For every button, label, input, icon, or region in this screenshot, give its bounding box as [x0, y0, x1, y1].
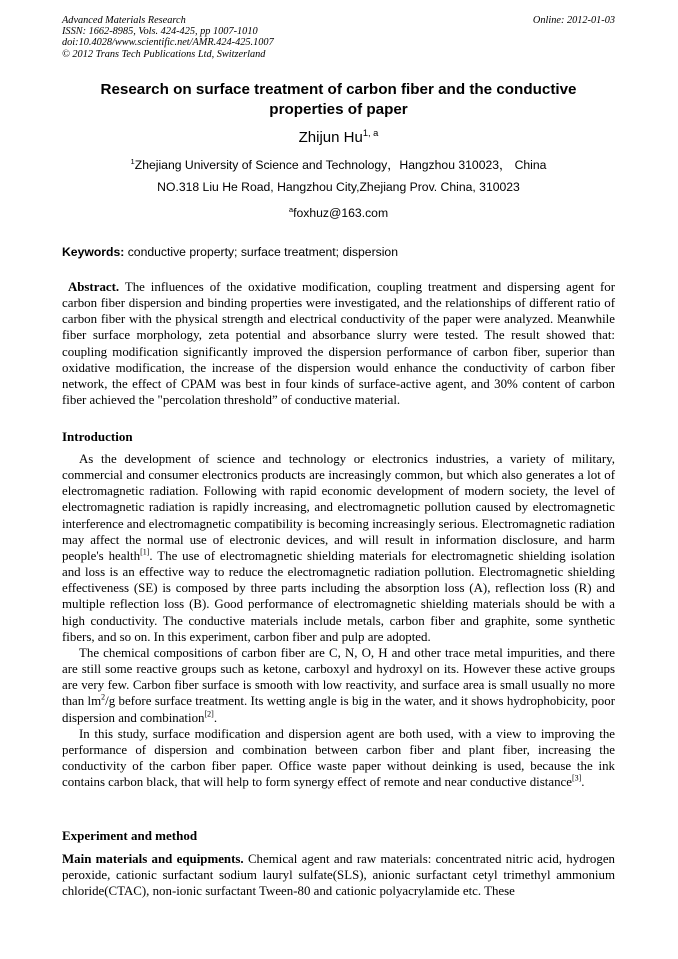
abstract-label: Abstract.: [67, 280, 120, 294]
title-line-2: properties of paper: [269, 101, 408, 118]
superscript-2: 2: [101, 693, 106, 703]
materials-paragraph: [62, 851, 615, 899]
email-line: [62, 206, 615, 221]
experiment-heading: Experiment and method: [62, 828, 198, 843]
intro-p2-text: The chemical compositions of carbon fiber are C, N, O, H and other trace metal impurities, and there are still some reactive groups such as ketone, carboxyl and hydroxyl on its. However these active groups are very few. Carbon fiber surface is smooth with low reactivity, and surface area is small usually no more than lm: [62, 645, 615, 709]
intro-p2-text-cont: /g before surface treatment. Its wetting angle is big in the water, and it shows hydrophobicity, poor dispersion and combination: [62, 694, 615, 725]
introduction-heading: Introduction: [62, 429, 133, 444]
intro-p1-text-cont: . The use of electromagnetic shielding materials for electromagnetic shielding isolation and loss is an effective way to reduce the electromagnetic radiation pollution. Electromagnetic shielding effectiveness (SE) is composed by three parts including the absorption loss (A), reflection loss (R) and multiple reflection loss (B). Good performance of electromagnetic shielding materials should be with a high conductivity. The conductive materials include metals, carbon fiber and graphite, some synthetic fibers, and so on. In this experiment, carbon fiber and pulp are adopted.: [62, 548, 615, 644]
materials-text: Chemical agent and raw materials: concentrated nitric acid, hydrogen peroxide, cationic surfactant sodium lauryl sulfate(SLS), anionic surfactant cetyl trimethyl ammonium chloride(CTAC), non-ionic surfactant Tween-80 and cationic polyacrylamide etc. These: [62, 852, 615, 899]
journal-header: [62, 15, 274, 60]
intro-p3-end: .: [581, 775, 585, 790]
abstract: [62, 279, 615, 408]
keywords: [62, 244, 615, 260]
intro-paragraph-1: [62, 451, 615, 645]
author-email: foxhuz@163.com: [293, 206, 389, 220]
intro-p2-end: .: [213, 710, 218, 725]
intro-p1-text: As the development of science and technology or electronics industries, a variety of military, commercial and consumer electronics products are increasingly common, but which also generates a lot of electromagnetic radiation. Following with rapid economic development of modern society, the level of electromagnetic radiation is rapidly increasing, and electromagnetic pollution caused by electromagnetic interference and electromagnetic compatibility is becoming increasingly serious. Electromagnetic radiation may affect the normal use of electronic devices, and will result in information disclosure, and harm people's health: [62, 452, 615, 563]
citation-2[interactable]: [2]: [204, 709, 214, 719]
author-marks: 1, a: [362, 128, 379, 138]
intro-p3-text: In this study, surface modification and dispersion agent are both used, with a view to improving the performance of dispersion and combination between carbon fiber and plant fiber, increasing the conductivity of the carbon fiber paper. Office waste paper without deinking is used, because the ink contains carbon black, that will help to form synergy effect of remote and near conductive distance: [62, 726, 615, 790]
keywords-text: conductive property; surface treatment; dispersion: [124, 245, 398, 259]
online-date: Online: 2012-01-03: [532, 15, 615, 26]
affiliation-institution: Zhejiang University of Science and Technology，Hangzhou 310023， China: [134, 158, 547, 172]
abstract-text: The influences of the oxidative modification, coupling treatment and dispersing agent for carbon fiber dispersion and binding properties were investigated, and the relationships of different ratio of carbon fiber with the physical strength and electrical conductivity of the paper were analyzed. Meanwhile fiber surface morphology, zeta potential and absorbance slurry were tested. The result showed that: coupling modification significantly improved the dispersion performance of carbon fiber, superior than oxidative modification, the increase of the dispersion would enhance the conductivity of carbon fiber network, the effect of CPAM was best in four kinds of surface-active agent, and 30% content of carbon fiber achieved the "percolation threshold” of conductive material.: [62, 280, 615, 408]
keywords-label: Keywords:: [62, 245, 125, 259]
issn-line: ISSN: 1662-8985, Vols. 424-425, pp 1007-1010: [62, 26, 258, 38]
title-line-1: Research on surface treatment of carbon fiber and the conductive: [100, 81, 577, 98]
journal-name: Advanced Materials Research: [62, 15, 186, 26]
author-line: [62, 129, 615, 147]
introduction-body: [62, 451, 615, 790]
experiment-body: [62, 851, 615, 899]
intro-paragraph-3: [62, 726, 615, 791]
citation-1[interactable]: [1]: [140, 547, 150, 557]
copyright-line: © 2012 Trans Tech Publications Ltd, Switzerland: [62, 48, 266, 60]
paper-title: [62, 80, 615, 120]
affiliation-line-1: [62, 158, 615, 173]
materials-label: Main materials and equipments.: [62, 852, 244, 866]
doi-line: doi:10.4028/www.scientific.net/AMR.424-425.1007: [62, 37, 274, 49]
affiliation-line-2: NO.318 Liu He Road, Hangzhou City,Zhejiang Prov. China, 310023: [157, 180, 520, 194]
email-mark: a: [288, 204, 294, 214]
intro-paragraph-2: [62, 645, 615, 726]
author-name: Zhijun Hu: [298, 129, 363, 146]
citation-3[interactable]: [3]: [571, 773, 582, 783]
affiliation-mark: 1: [130, 156, 135, 166]
